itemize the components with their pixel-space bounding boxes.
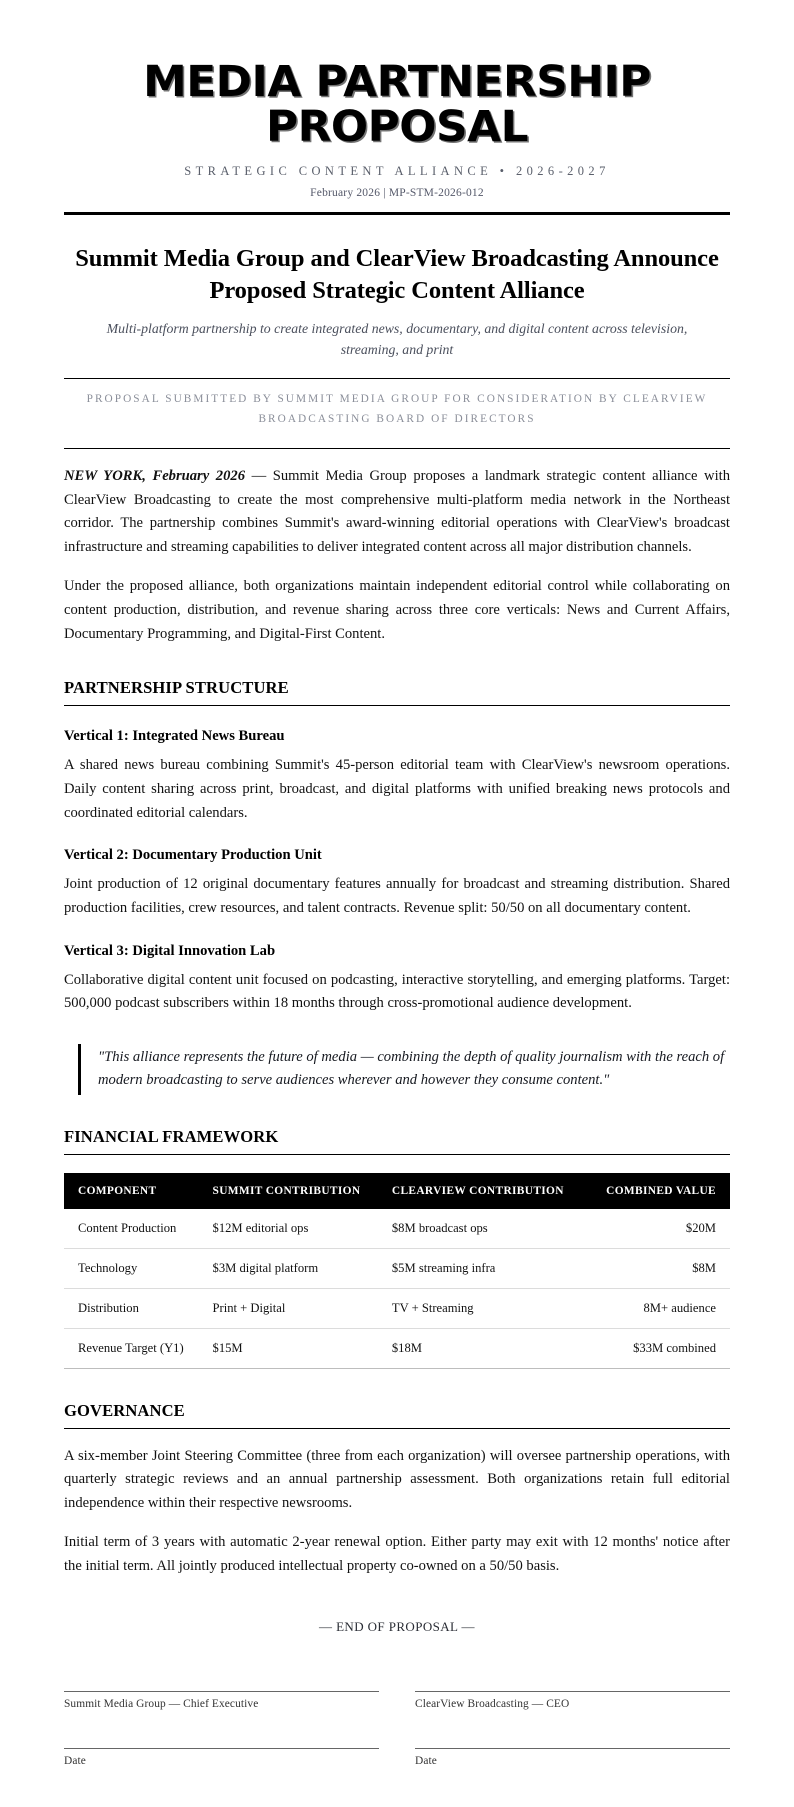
cell-combined: 8M+ audience — [587, 1288, 730, 1328]
vertical-3-body: Collaborative digital content unit focused on podcasting, interactive storytelling, and emerging platforms. Target: 500,000 podcast subscribers within 18 months through cross-promotional audience development. — [64, 971, 730, 1012]
column-header-combined-value: COMBINED VALUE — [587, 1173, 730, 1209]
section-heading-financial-framework: FINANCIAL FRAMEWORK — [64, 1127, 730, 1155]
signature-column-right — [415, 1691, 730, 1767]
table-row — [64, 1328, 730, 1368]
vertical-3-title: Vertical 3: Digital Innovation Lab — [64, 942, 276, 959]
cell-summit: $3M digital platform — [203, 1248, 382, 1288]
governance-paragraph-1: A six-member Joint Steering Committee (three from each organization) will oversee partnership operations, with quarterly strategic reviews and an annual partnership assessment. Both organizations retain full editorial independence within their respective newsrooms. — [64, 1447, 730, 1511]
vertical-2-body: Joint production of 12 original documentary features annually for broadcast and streaming distribution. Shared production facilities, crew resources, and talent contracts. Revenue split: 50/50 on all documentary content. — [64, 876, 730, 916]
cell-summit: $12M editorial ops — [203, 1209, 382, 1249]
dateline-dash: — — [245, 467, 273, 484]
signature-column-left — [64, 1691, 379, 1767]
date-line-summit[interactable]: Date — [64, 1748, 379, 1767]
date-line-clearview[interactable]: Date — [415, 1748, 730, 1767]
deck-divider — [64, 378, 730, 379]
page-title: Summit Media Group and ClearView Broadcasting Announce Proposed Strategic Content Alliance — [75, 245, 719, 304]
deck-subtitle: Multi-platform partnership to create integrated news, documentary, and digital content across television, streaming, and print — [106, 321, 688, 357]
masthead-meta: February 2026 | MP-STM-2026-012 — [310, 187, 484, 200]
submission-divider — [64, 448, 730, 449]
masthead-divider — [64, 212, 730, 215]
table-row — [64, 1209, 730, 1249]
column-header-clearview-contribution: CLEARVIEW CONTRIBUTION — [382, 1173, 587, 1209]
cell-clearview: $18M — [382, 1328, 587, 1368]
cell-combined: $8M — [587, 1248, 730, 1288]
cell-component: Content Production — [64, 1209, 203, 1249]
signature-line-summit[interactable]: Summit Media Group — Chief Executive — [64, 1691, 379, 1710]
cell-clearview: $8M broadcast ops — [382, 1209, 587, 1249]
masthead — [64, 57, 730, 200]
table-header — [64, 1173, 730, 1209]
table-header-row — [64, 1173, 730, 1209]
masthead-subtitle: STRATEGIC CONTENT ALLIANCE • 2026-2027 — [184, 164, 610, 179]
cell-component: Revenue Target (Y1) — [64, 1328, 203, 1368]
dateline: NEW YORK, February 2026 — [64, 467, 245, 484]
submission-attribution: PROPOSAL SUBMITTED BY SUMMIT MEDIA GROUP FOR CONSIDERATION BY CLEARVIEW BROADCASTING BOARD OF DIRECTORS — [86, 393, 708, 426]
end-of-proposal-mark: — END OF PROPOSAL — — [319, 1618, 475, 1634]
cell-summit: Print + Digital — [203, 1288, 382, 1328]
cell-combined: $33M combined — [587, 1328, 730, 1368]
masthead-title: MEDIA PARTNERSHIP PROPOSAL — [143, 57, 651, 153]
signature-block — [64, 1691, 730, 1767]
vertical-2-title: Vertical 2: Documentary Production Unit — [64, 847, 322, 864]
column-header-component: COMPONENT — [64, 1173, 203, 1209]
vertical-1-title: Vertical 1: Integrated News Bureau — [64, 728, 285, 745]
section-heading-governance: GOVERNANCE — [64, 1401, 730, 1429]
signature-line-clearview[interactable]: ClearView Broadcasting — CEO — [415, 1691, 730, 1710]
pull-quote: "This alliance represents the future of media — combining the depth of quality journalism with the reach of modern broadcasting to serve audiences wherever and however they consume content." — [78, 1044, 730, 1095]
table-body — [64, 1209, 730, 1369]
cell-component: Distribution — [64, 1288, 203, 1328]
column-header-summit-contribution: SUMMIT CONTRIBUTION — [203, 1173, 382, 1209]
financial-framework-table — [64, 1173, 730, 1369]
vertical-1-body: A shared news bureau combining Summit's 45-person editorial team with ClearView's newsroom operations. Daily content sharing across print, broadcast, and digital platforms with unified breaking news protocols and coordinated editorial calendars. — [64, 757, 730, 821]
intro-paragraph-2: Under the proposed alliance, both organizations maintain independent editorial control while collaborating on content production, distribution, and revenue sharing across three core verticals: News and Current Affairs, Documentary Programming, and Digital-First Content. — [64, 578, 730, 642]
cell-summit: $15M — [203, 1328, 382, 1368]
lead-text: Summit Media Group proposes a landmark strategic content alliance with ClearView Broadcasting to create the most comprehensive multi-platform media network in the Northeast corridor. The partnership combines Summit's award-winning editorial operations with ClearView's broadcast infrastructure and streaming capabilities to deliver integrated content across all major distribution channels. — [64, 467, 731, 555]
section-heading-partnership-structure: PARTNERSHIP STRUCTURE — [64, 678, 730, 706]
lead-paragraph — [64, 465, 730, 560]
cell-component: Technology — [64, 1248, 203, 1288]
cell-combined: $20M — [587, 1209, 730, 1249]
cell-clearview: $5M streaming infra — [382, 1248, 587, 1288]
table-row — [64, 1288, 730, 1328]
governance-paragraph-2: Initial term of 3 years with automatic 2-year renewal option. Either party may exit with 12 months' notice after the initial term. All jointly produced intellectual property co-owned on a 50/50 basis. — [64, 1534, 730, 1575]
cell-clearview: TV + Streaming — [382, 1288, 587, 1328]
table-row — [64, 1248, 730, 1288]
